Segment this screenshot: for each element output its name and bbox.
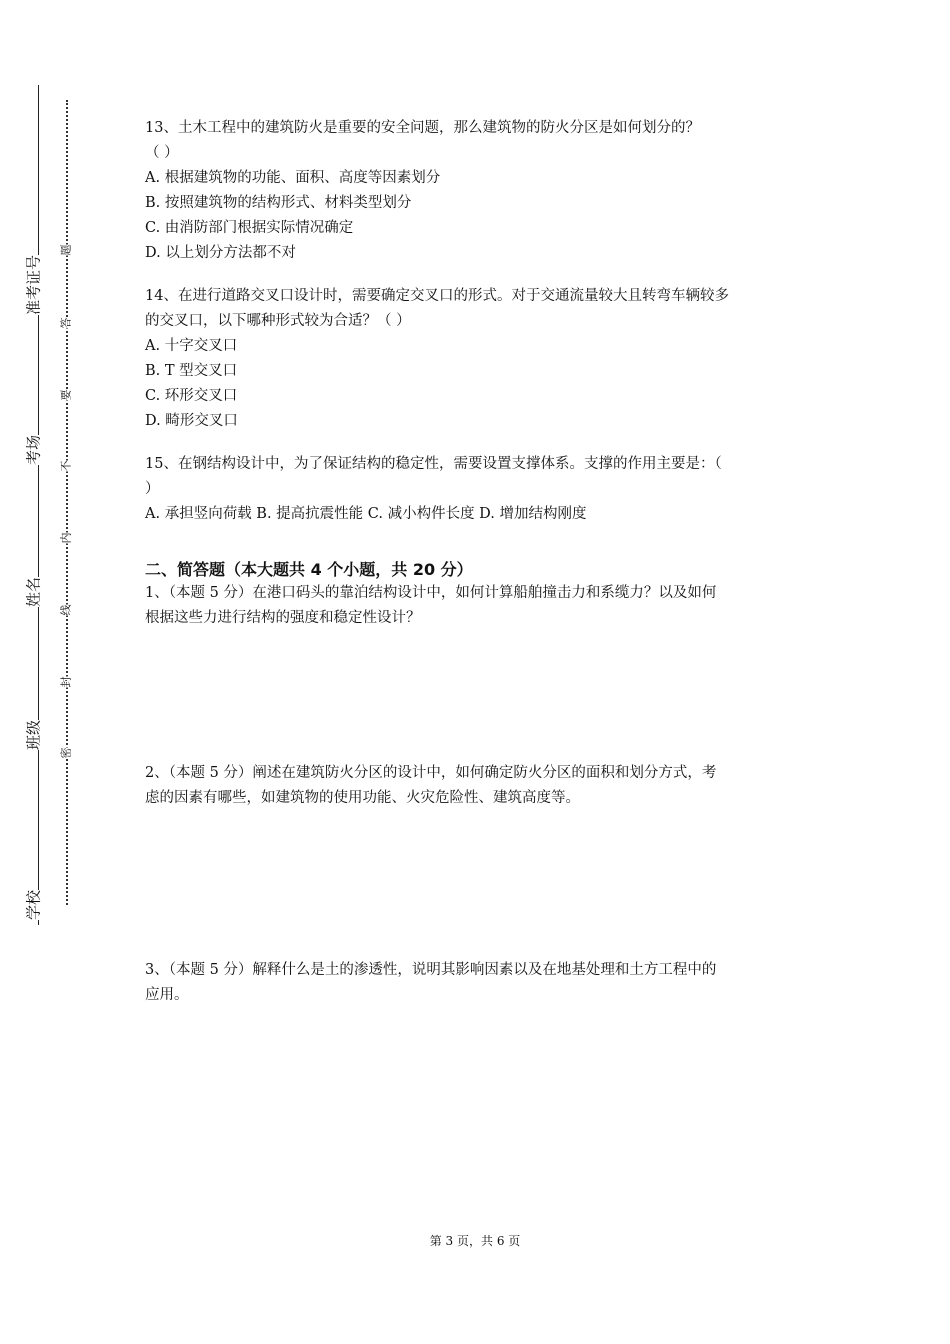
student-name-label: 姓名	[21, 577, 46, 607]
question-stem: 的交叉口，以下哪种形式较为合适？（ ）	[145, 313, 411, 329]
options-inline: A. 承担竖向荷载 B. 提高抗震性能 C. 减小构件长度 D. 增加结构刚度	[145, 506, 587, 522]
option-b: B. 按照建筑物的结构形式、材料类型划分	[145, 195, 412, 211]
question-stem: ）	[145, 481, 160, 497]
short-answer-1	[145, 581, 815, 761]
short-answer-text: 2、（本题 5 分）阐述在建筑防火分区的设计中，如何确定防火分区的面积和划分方式，考	[145, 765, 717, 781]
question-14	[145, 284, 815, 434]
school-label: 学校	[21, 890, 46, 920]
short-answer-text: 应用。	[145, 987, 189, 1003]
question-stem: 14、在进行道路交叉口设计时，需要确定交叉口的形式。对于交通流量较大且转弯车辆较多	[145, 288, 729, 304]
option-a: A. 十字交叉口	[145, 338, 238, 354]
exam-room-label: 考场	[21, 435, 46, 465]
seal-char: 密	[59, 747, 73, 759]
option-d: D. 以上划分方法都不对	[145, 245, 296, 261]
short-answer-text: 1、（本题 5 分）在港口码头的靠泊结构设计中，如何计算船舶撞击力和系缆力？以及如何	[145, 585, 717, 601]
seal-char: 封	[59, 676, 73, 688]
seal-char: 答	[59, 317, 73, 329]
binding-line-solid	[38, 85, 39, 925]
section-title: 二、简答题（本大题共 4 个小题，共 20 分）	[145, 560, 473, 579]
short-answer-text: 虑的因素有哪些，如建筑物的使用功能、火灾危险性、建筑高度等。	[145, 790, 580, 806]
question-stem: （ ）	[145, 145, 179, 161]
question-stem: 15、在钢结构设计中，为了保证结构的稳定性，需要设置支撑体系。支撑的作用主要是：（	[145, 456, 722, 472]
exam-content	[145, 116, 815, 1008]
short-answer-3	[145, 958, 815, 1008]
short-answer-text: 根据这些力进行结构的强度和稳定性设计？	[145, 610, 421, 626]
seal-char: 题	[59, 244, 73, 256]
option-c: C. 环形交叉口	[145, 388, 238, 404]
seal-char: 内	[59, 532, 73, 544]
question-13	[145, 116, 815, 266]
exam-number-label: 准考证号	[21, 255, 46, 315]
binding-line-dotted	[66, 100, 68, 905]
option-d: D. 畸形交叉口	[145, 413, 238, 429]
short-answer-2	[145, 761, 815, 958]
seal-char: 要	[59, 389, 73, 401]
option-b: B. T 型交叉口	[145, 363, 238, 379]
question-15	[145, 452, 815, 527]
page-footer: 第 3 页，共 6 页	[429, 1234, 521, 1248]
seal-char: 不	[59, 460, 73, 472]
question-stem: 13、土木工程中的建筑防火是重要的安全问题，那么建筑物的防火分区是如何划分的？	[145, 120, 700, 136]
class-label: 班级	[21, 720, 46, 750]
option-c: C. 由消防部门根据实际情况确定	[145, 220, 354, 236]
option-a: A. 根据建筑物的功能、面积、高度等因素划分	[145, 170, 441, 186]
seal-char: 线	[59, 604, 73, 616]
short-answer-text: 3、（本题 5 分）解释什么是土的渗透性，说明其影响因素以及在地基处理和土方工程中的	[145, 962, 717, 978]
